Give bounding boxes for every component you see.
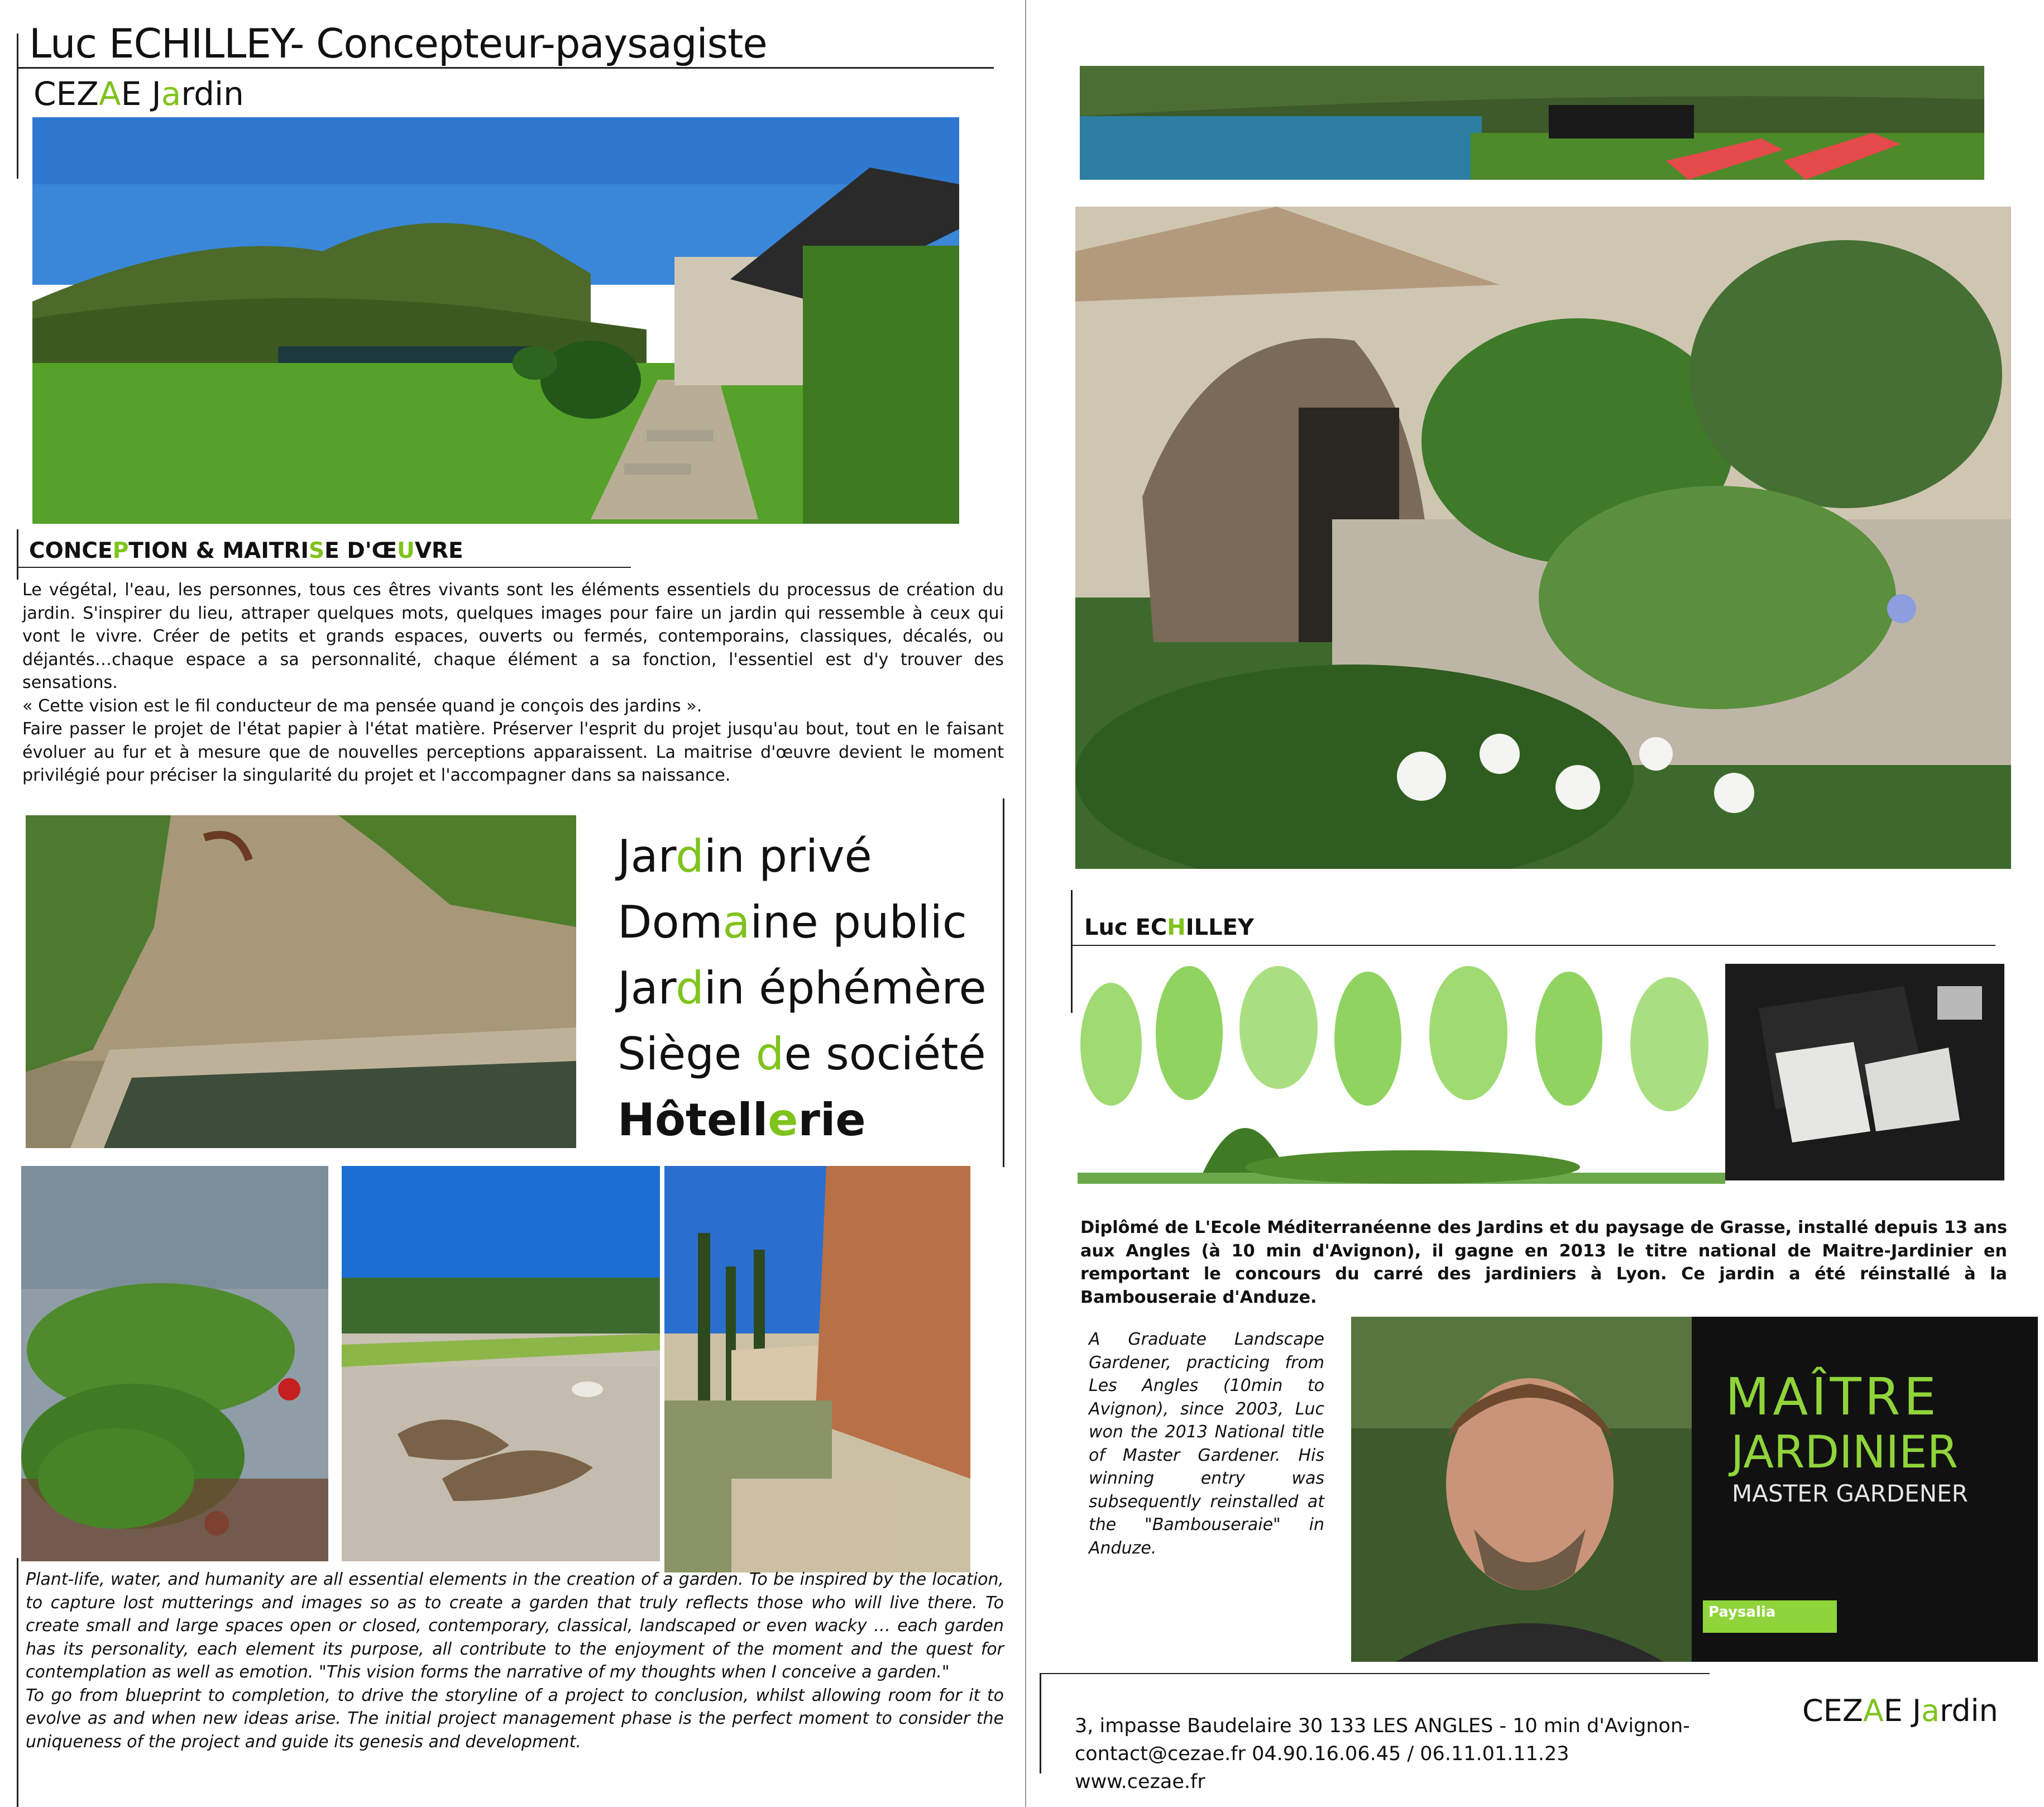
portrait-photo (1351, 1317, 1693, 1662)
infinity-pool-photo (1080, 66, 1984, 180)
contact-line: contact@cezae.fr 04.90.16.06.45 / 06.11.01.11.23 (1075, 1743, 1569, 1765)
garden-pool-photo (32, 117, 959, 524)
strawberry-plant-photo (21, 1166, 328, 1561)
section-rule (17, 529, 18, 580)
master-gardener-award (1692, 1317, 2038, 1662)
award-subtitle: MASTER GARDENER (1732, 1480, 1968, 1507)
french-body-text (22, 579, 1004, 787)
services-rule (1003, 799, 1004, 1167)
contact-address (1075, 1712, 1690, 1796)
title-rule (17, 67, 994, 69)
address-rule-horizontal (1040, 1673, 1710, 1674)
award-title-line2: JARDINIER (1731, 1426, 1959, 1478)
services-list (617, 824, 987, 1153)
award-title-line1: MAÎTRE (1725, 1367, 1940, 1427)
website-link[interactable]: www.cezae.fr (1075, 1771, 1205, 1793)
stone-barn-garden-photo (1075, 207, 2011, 869)
sun-loungers-photo (342, 1166, 660, 1561)
name-rule-horizontal (1071, 945, 1995, 946)
paragraph: Faire passer le projet de l'état papier à l'état matière. Préserver l'esprit du projet jusqu'au bout, tout en le faisant évoluer au fur et à mesure que de nouvelles perceptions apparaissent. La maitrise d'œuvre devient le moment privilégié pour préciser la singularité du projet et l'accompagner dans sa naissance. (22, 719, 1004, 785)
bio-english: A Graduate Landscape Gardener, practicing from Les Angles (10min to Avignon), since 2003, Luc won the 2013 National title of Master Gardener. His winning entry was subsequently reinstalled at the "Bambouseraie" in Anduze. (1089, 1330, 1324, 1558)
brand-logo-top: CEZAE Jardin (33, 75, 244, 113)
service-jardin-ephemere: Jardin éphémère (617, 962, 987, 1014)
left-bottom-rule (17, 1558, 18, 1807)
drawing-desk-photo (1725, 964, 2004, 1180)
paragraph: Plant-life, water, and humanity are all essential elements in the creation of a garden. To be inspired by the location, to capture lost mutterings and images so as to create a garden that truly reflects those who will live there. To create small and large spaces open or closed, contemporary, classical, landscaped or even wacky … each garden has its personality, each element its purpose, all contribute to the enjoyment of the moment and the quest for contemplation as well as emotion. "This vision forms the narrative of my thoughts when I conceive a garden." (26, 1570, 1004, 1682)
service-jardin-prive: Jardin privé (617, 830, 872, 882)
address-line: 3, impasse Baudelaire 30 133 LES ANGLES - 10 min d'Avignon- (1075, 1715, 1690, 1737)
bamboo-garden-sketch (1078, 966, 1725, 1201)
paysalia-logo: Paysalia (1703, 1600, 1837, 1633)
paragraph: Le végétal, l'eau, les personnes, tous ces êtres vivants sont les éléments essentiels du processus de création du jardin. S'inspirer du lieu, attraper quelques mots, quelques images pour faire un jardin qui ressemble à ceux qui vont le vivre. Créer de petits et grands espaces, ouverts ou fermés, contemporains, classiques, décalés, ou déjantés…chaque espace a sa personnalité, chaque élément a sa fonction, l'essentiel est d'y trouver des sensations. (22, 580, 1004, 692)
english-body-text (26, 1568, 1004, 1753)
bio-french: Diplômé de L'Ecole Méditerranéenne des Jardins et du paysage de Grasse, installé depuis 13 ans aux Angles (à 10 min d'Avignon), il gagne en 2013 le titre national de Maitre-Jardinier en remportant le concours du carré des jardiniers à Lyon. Ce jardin a été réinstallé à la Bambouseraie d'Anduze. (1080, 1218, 2007, 1307)
designer-name-heading: Luc ECHILLEY (1084, 915, 1254, 940)
left-margin-rule (17, 34, 18, 179)
brand-logo-bottom: CEZAE Jardin (1802, 1693, 1998, 1728)
section-underline (17, 567, 631, 568)
section-heading-conception: CONCEPTION & MAITRISE D'ŒUVRE (29, 538, 463, 563)
address-rule-vertical (1040, 1673, 1041, 1773)
service-domaine-public: Domaine public (617, 896, 967, 948)
page-spine (1025, 0, 1026, 1807)
name-rule-vertical (1071, 890, 1073, 1013)
paragraph: « Cette vision est le fil conducteur de ma pensée quand je conçois des jardins ». (22, 696, 702, 716)
fountain-pool-photo (26, 815, 576, 1148)
paragraph: To go from blueprint to completion, to drive the storyline of a project to conclusion, whilst allowing room for it to evolve as and when new ideas arise. The initial project management phase is the perfect moment to consider the uniqueness of the project and guide its genesis and development. (26, 1685, 1004, 1752)
service-hotellerie: Hôtellerie (617, 1094, 866, 1146)
service-siege-societe: Siège de société (617, 1028, 986, 1080)
provencal-house-photo (664, 1166, 970, 1572)
page-title: Luc ECHILLEY- Concepteur-paysagiste (29, 20, 767, 67)
